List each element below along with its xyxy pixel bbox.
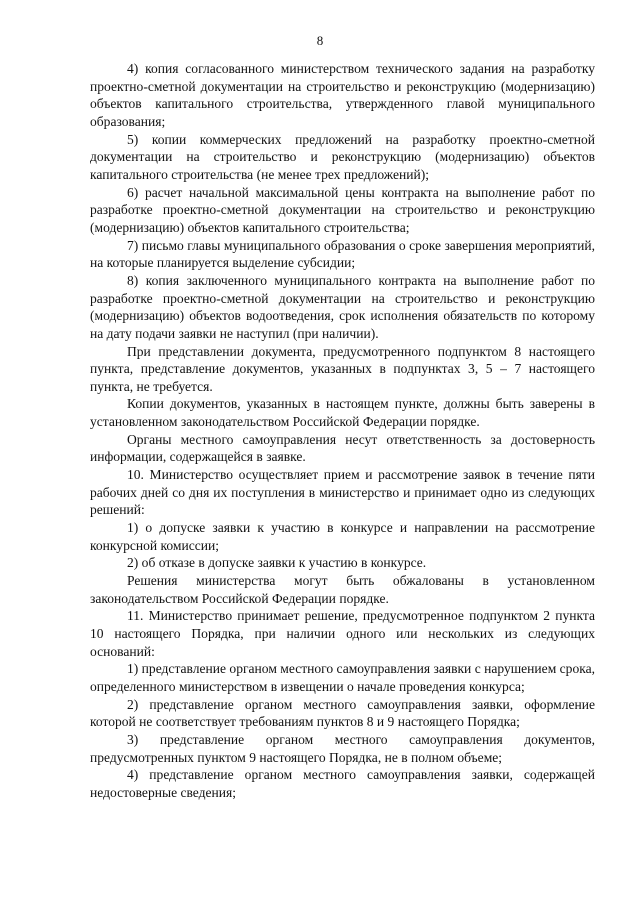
- document-body: [90, 60, 595, 802]
- list-item-6-price-calculation: 6) расчет начальной максимальной цены контракта на выполнение работ по разработке проектно-сметной документации на строительство и реконструкцию (модернизацию) объектов капитального строительства;: [90, 184, 595, 235]
- decision-2-refusal: 2) об отказе в допуске заявки к участию в конкурсе.: [127, 555, 427, 571]
- list-item-7-head-letter: 7) письмо главы муниципального образования о сроке завершения мероприятий, на которые планируется выделение субсидии;: [90, 237, 595, 271]
- decision-1-admission: 1) о допуске заявки к участию в конкурсе и направлении на рассмотрение конкурсной комиссии;: [90, 520, 595, 553]
- list-item-8-municipal-contract: 8) копия заключенного муниципального контракта на выполнение работ по разработке проектно-сметной документации на строительство и реконструкцию (модернизацию) объектов водоотведения, срок исполнения обязательств по которому на дату подачи заявки не наступил (при наличии).: [90, 272, 595, 341]
- ground-1-deadline-violation: 1) представление органом местного самоуправления заявки с нарушением срока, определенного министерством в извещении о начале проведения конкурса;: [90, 661, 595, 694]
- paragraph-copies-certified: Копии документов, указанных в настоящем пункте, должны быть заверены в установленном законодательством Российской Федерации порядке.: [90, 396, 595, 430]
- ground-2-format-noncompliance: 2) представление органом местного самоуправления заявки, оформление которой не соответствует требованиям пунктов 8 и 9 настоящего Порядка;: [90, 696, 595, 730]
- paragraph-document-exemption: При представлении документа, предусмотренного подпунктом 8 настоящего пункта, представление документов, указанных в подпунктах 3, 5 – 7 настоящего пункта, не требуется.: [90, 343, 595, 394]
- section-11-refusal-grounds: 11. Министерство принимает решение, предусмотренное подпунктом 2 пункта 10 настоящего Порядка, при наличии одного или нескольких из следующих оснований:: [90, 608, 595, 659]
- section-10-review-of-applications: 10. Министерство осуществляет прием и рассмотрение заявок в течение пяти рабочих дней со дня их поступления в министерство и принимает одно из следующих решений:: [90, 467, 595, 518]
- page-number: 8: [316, 33, 324, 48]
- ground-4-false-information: 4) представление органом местного самоуправления заявки, содержащей недостоверные сведения;: [90, 767, 595, 800]
- ground-3-incomplete-documents: 3) представление органом местного самоуправления документов, предусмотренных пунктом 9 настоящего Порядка, не в полном объеме;: [90, 731, 595, 765]
- list-item-5-commercial-offers: 5) копии коммерческих предложений на разработку проектно-сметной документации на строительство и реконструкцию (модернизацию) объектов капитального строительства (не менее трех предложений);: [90, 131, 595, 182]
- paragraph-responsibility: Органы местного самоуправления несут ответственность за достоверность информации, содержащейся в заявке.: [90, 431, 595, 465]
- paragraph-appeal: Решения министерства могут быть обжалованы в установленном законодательством Российской Федерации порядке.: [90, 573, 595, 606]
- list-item-4-approved-technical-task: 4) копия согласованного министерством технического задания на разработку проектно-сметной документации на строительство и реконструкцию (модернизацию) объектов капитального строительства, утвержденного главой муниципального образования;: [90, 61, 595, 129]
